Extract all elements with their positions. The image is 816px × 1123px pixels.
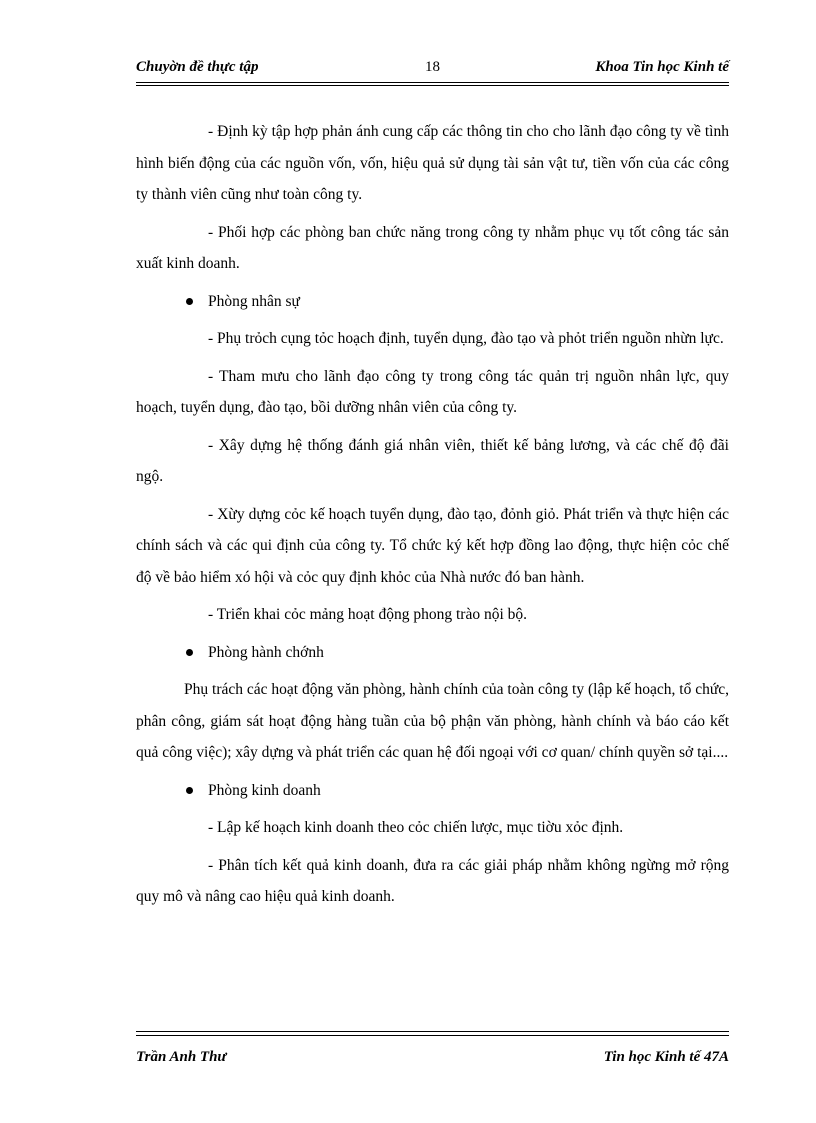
bullet-icon	[186, 298, 193, 305]
footer-author: Trần Anh Thư	[136, 1049, 227, 1065]
header-rule-top	[136, 82, 729, 83]
header-rule-bottom	[136, 85, 729, 86]
header-document-type: Chuyờn đề thực tập	[136, 59, 259, 75]
footer-rule-top	[136, 1031, 729, 1032]
section-heading-bullet	[136, 286, 729, 318]
paragraph-dash: - Phối hợp các phòng ban chức năng trong công ty nhằm phục vụ tốt công tác sản xuất kinh doanh.	[136, 223, 729, 272]
paragraph-dash: - Triển khai cỏc mảng hoạt động phong trào nội bộ.	[208, 606, 527, 623]
page-header	[136, 57, 729, 81]
section-heading: Phòng nhân sự	[208, 292, 300, 310]
section-heading-bullet	[136, 637, 729, 669]
bullet-icon	[186, 787, 193, 794]
section-heading: Phòng hành chớnh	[208, 643, 324, 661]
paragraph-dash: - Phụ trỏch cụng tỏc hoạch định, tuyển dụng, đào tạo và phỏt triển nguồn nhừn lực.	[208, 330, 724, 347]
paragraph-dash: - Phân tích kết quả kinh doanh, đưa ra các giải pháp nhằm không ngừng mở rộng quy mô và nâng cao hiệu quả kinh doanh.	[136, 856, 729, 905]
bullet-icon	[186, 649, 193, 656]
page-body	[136, 116, 729, 919]
page-footer	[136, 1047, 729, 1071]
footer-class: Tin học Kinh tế 47A	[603, 1049, 729, 1065]
paragraph-dash: - Xây dựng hệ thống đánh giá nhân viên, thiết kế bảng lương, và các chế độ đãi ngộ.	[136, 436, 729, 485]
section-heading-bullet	[136, 775, 729, 807]
header-faculty: Khoa Tin học Kinh tế	[595, 59, 729, 75]
paragraph-plain: Phụ trách các hoạt động văn phòng, hành chính của toàn công ty (lập kế hoạch, tổ chức, phân công, giám sát hoạt động hàng tuần của bộ phận văn phòng, hành chính và báo cáo kết quả công việc); xây dựng và phát triển các quan hệ đối ngoại với cơ quan/ chính quyền sở tại....	[136, 681, 729, 761]
paragraph-dash: - Xừy dựng cỏc kế hoạch tuyển dụng, đào tạo, đỏnh giỏ. Phát triển và thực hiện các chính sách và các qui định của công ty. Tổ chức ký kết hợp đồng lao động, thực hiện cỏc chế độ về bảo hiểm xó hội và cỏc quy định khỏc của Nhà nước đó ban hành.	[136, 505, 729, 586]
section-heading: Phòng kinh doanh	[208, 781, 321, 799]
page-number: 18	[425, 59, 440, 75]
paragraph-dash: - Định kỳ tập hợp phản ánh cung cấp các thông tin cho cho lãnh đạo công ty về tình hình biến động của các nguồn vốn, vốn, hiệu quả sử dụng tài sản vật tư, tiền vốn của các công ty thành viên cũng như toàn công ty.	[136, 123, 729, 203]
paragraph-dash: - Tham mưu cho lãnh đạo công ty trong công tác quản trị nguồn nhân lực, quy hoạch, tuyển dụng, đào tạo, bồi dưỡng nhân viên của công ty.	[136, 367, 729, 416]
footer-rule-bottom	[136, 1035, 729, 1036]
paragraph-dash: - Lập kế hoạch kinh doanh theo cỏc chiến lược, mục tiờu xỏc định.	[208, 819, 624, 836]
